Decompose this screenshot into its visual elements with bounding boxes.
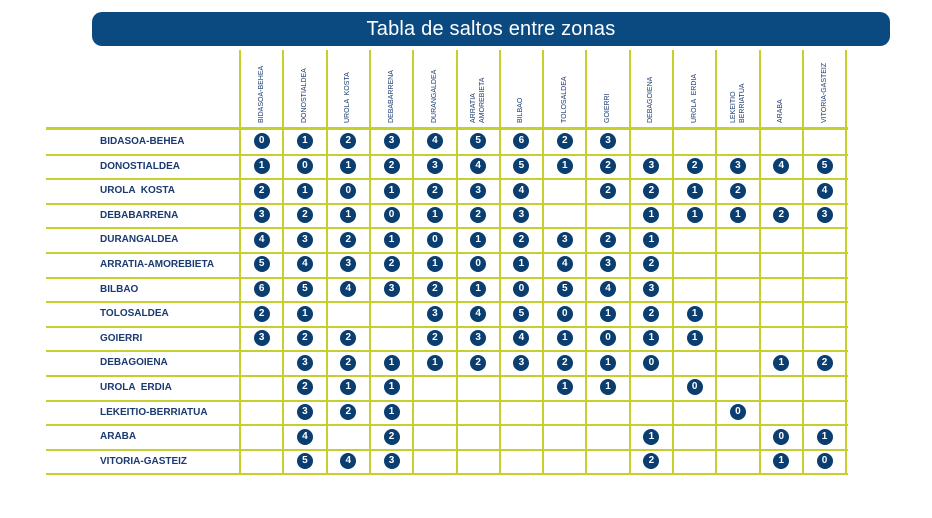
jump-count-badge: 3 <box>297 355 313 371</box>
column-divider <box>542 50 544 474</box>
jump-count-badge: 2 <box>643 306 659 322</box>
jump-count-badge: 3 <box>600 256 616 272</box>
column-divider <box>369 50 371 474</box>
jump-count-badge: 0 <box>384 207 400 223</box>
column-header: VITORIA-GASTEIZ <box>820 62 828 123</box>
jump-count-badge: 1 <box>427 207 443 223</box>
row-label: BILBAO <box>100 283 139 295</box>
jump-count-badge: 5 <box>513 306 529 322</box>
jump-count-badge: 3 <box>384 281 400 297</box>
row-label: LEKEITIO-BERRIATUA <box>100 406 208 418</box>
jump-count-badge: 1 <box>254 158 270 174</box>
table-title: Tabla de saltos entre zonas <box>366 17 616 40</box>
jump-count-badge: 1 <box>687 330 703 346</box>
column-header: ARRATIA AMOREBIETA <box>470 77 487 123</box>
column-divider <box>282 50 284 474</box>
jump-count-badge: 3 <box>470 330 486 346</box>
jump-count-badge: 5 <box>297 453 313 469</box>
jump-count-badge: 2 <box>687 158 703 174</box>
jump-count-badge: 3 <box>730 158 746 174</box>
row-label: BIDASOA-BEHEA <box>100 136 185 147</box>
jump-count-badge: 4 <box>254 232 270 248</box>
jump-count-badge: 1 <box>600 306 616 322</box>
column-header: DEBABARRENA <box>387 70 395 123</box>
column-header: DEBAGOIENA <box>647 76 655 123</box>
jump-count-badge: 2 <box>340 404 356 420</box>
jump-count-badge: 1 <box>297 133 313 149</box>
jump-count-badge: 4 <box>427 133 443 149</box>
row-label: DURANGALDEA <box>100 234 179 246</box>
jump-count-badge: 1 <box>297 306 313 322</box>
jump-count-badge: 5 <box>557 281 573 297</box>
jump-count-badge: 3 <box>297 232 313 248</box>
column-header: LEKEITIO BERRIATUA <box>729 83 746 123</box>
column-divider <box>326 50 328 474</box>
jump-count-badge: 1 <box>513 256 529 272</box>
jump-count-badge: 2 <box>600 183 616 199</box>
jump-count-badge: 3 <box>513 207 529 223</box>
column-divider <box>499 50 501 474</box>
jump-count-badge: 3 <box>254 207 270 223</box>
row-label: DEBAGOIENA <box>100 357 168 369</box>
jump-count-badge: 2 <box>773 207 789 223</box>
column-header: ARABA <box>777 99 785 123</box>
jump-count-badge: 0 <box>470 256 486 272</box>
jump-count-badge: 2 <box>643 183 659 199</box>
row-label: DONOSTIALDEA <box>100 160 180 172</box>
jump-count-badge: 1 <box>643 330 659 346</box>
row-label: UROLA KOSTA <box>100 185 175 197</box>
column-header: DURANGALDEA <box>430 69 438 123</box>
column-header: BIDASOA-BEHEA <box>257 65 265 123</box>
jump-count-badge: 1 <box>384 183 400 199</box>
jump-count-badge: 5 <box>297 281 313 297</box>
jump-count-badge: 0 <box>254 133 270 149</box>
jump-count-badge: 1 <box>557 379 573 395</box>
jump-count-badge: 3 <box>600 133 616 149</box>
jump-count-badge: 3 <box>643 281 659 297</box>
jump-count-badge: 1 <box>600 379 616 395</box>
column-divider <box>672 50 674 474</box>
jump-count-badge: 5 <box>470 133 486 149</box>
column-divider <box>412 50 414 474</box>
jump-count-badge: 1 <box>384 404 400 420</box>
jump-count-badge: 4 <box>297 256 313 272</box>
column-divider <box>759 50 761 474</box>
jump-count-badge: 1 <box>340 379 356 395</box>
jump-count-badge: 2 <box>340 330 356 346</box>
jump-count-badge: 2 <box>297 207 313 223</box>
jump-count-badge: 1 <box>384 379 400 395</box>
jump-count-badge: 3 <box>297 404 313 420</box>
jump-count-badge: 1 <box>817 429 833 445</box>
row-label: GOIERRI <box>100 332 143 344</box>
jump-count-badge: 1 <box>557 158 573 174</box>
jump-count-badge: 1 <box>340 158 356 174</box>
jump-count-badge: 1 <box>643 207 659 223</box>
jump-count-badge: 2 <box>427 183 443 199</box>
jump-count-badge: 1 <box>687 306 703 322</box>
jump-count-badge: 0 <box>687 379 703 395</box>
jump-count-badge: 1 <box>470 281 486 297</box>
column-divider <box>239 50 241 474</box>
column-divider <box>456 50 458 474</box>
column-header: UROLA KOSTA <box>344 72 352 123</box>
jump-count-badge: 2 <box>384 256 400 272</box>
jump-count-badge: 2 <box>600 158 616 174</box>
jump-count-badge: 1 <box>470 232 486 248</box>
jump-count-badge: 2 <box>557 133 573 149</box>
jump-count-badge: 2 <box>643 453 659 469</box>
jump-count-badge: 5 <box>254 256 270 272</box>
jump-count-badge: 1 <box>643 429 659 445</box>
row-label: ARABA <box>100 431 137 443</box>
jump-count-badge: 3 <box>384 133 400 149</box>
jump-count-badge: 6 <box>513 133 529 149</box>
column-header: DONOSTIALDEA <box>300 68 308 123</box>
jump-count-badge: 2 <box>817 355 833 371</box>
jump-count-badge: 2 <box>427 330 443 346</box>
row-label: TOLOSALDEA <box>100 308 169 320</box>
jump-count-badge: 1 <box>643 232 659 248</box>
jump-count-badge: 1 <box>384 232 400 248</box>
jump-count-badge: 4 <box>513 330 529 346</box>
jump-count-badge: 4 <box>513 183 529 199</box>
jump-count-badge: 0 <box>427 232 443 248</box>
jump-count-badge: 1 <box>687 183 703 199</box>
jump-count-badge: 0 <box>600 330 616 346</box>
jump-count-badge: 2 <box>297 379 313 395</box>
jump-count-badge: 5 <box>513 158 529 174</box>
jump-count-badge: 2 <box>384 429 400 445</box>
jump-count-badge: 3 <box>817 207 833 223</box>
jump-count-badge: 2 <box>643 256 659 272</box>
jump-count-badge: 2 <box>600 232 616 248</box>
jump-count-badge: 4 <box>600 281 616 297</box>
column-divider <box>585 50 587 474</box>
jump-count-badge: 2 <box>384 158 400 174</box>
jump-count-badge: 1 <box>687 207 703 223</box>
row-label: DEBABARRENA <box>100 209 179 221</box>
jump-count-badge: 0 <box>773 429 789 445</box>
jump-count-badge: 1 <box>427 355 443 371</box>
jump-count-badge: 2 <box>254 306 270 322</box>
jump-count-badge: 0 <box>297 158 313 174</box>
jump-count-badge: 1 <box>340 207 356 223</box>
jump-count-badge: 3 <box>470 183 486 199</box>
jump-count-badge: 3 <box>340 256 356 272</box>
row-label: ARRATIA-AMOREBIETA <box>100 259 215 270</box>
jump-count-badge: 3 <box>384 453 400 469</box>
column-header: UROLA ERDIA <box>690 73 698 123</box>
jump-count-badge: 3 <box>254 330 270 346</box>
column-divider <box>802 50 804 474</box>
jump-count-badge: 0 <box>817 453 833 469</box>
jump-count-badge: 0 <box>513 281 529 297</box>
jump-count-badge: 3 <box>513 355 529 371</box>
jump-count-badge: 6 <box>254 281 270 297</box>
jump-count-badge: 1 <box>297 183 313 199</box>
jump-count-badge: 2 <box>730 183 746 199</box>
jump-count-badge: 4 <box>817 183 833 199</box>
jump-count-badge: 0 <box>557 306 573 322</box>
column-header: TOLOSALDEA <box>560 76 568 123</box>
jump-count-badge: 1 <box>557 330 573 346</box>
jump-count-badge: 4 <box>773 158 789 174</box>
jump-count-badge: 1 <box>773 453 789 469</box>
column-divider <box>845 50 847 474</box>
jump-count-badge: 4 <box>340 453 356 469</box>
jump-count-badge: 1 <box>600 355 616 371</box>
row-label: VITORIA-GASTEIZ <box>100 455 188 467</box>
jump-count-badge: 2 <box>513 232 529 248</box>
jump-count-badge: 2 <box>297 330 313 346</box>
jump-count-badge: 1 <box>773 355 789 371</box>
jump-count-badge: 2 <box>340 133 356 149</box>
row-label: UROLA ERDIA <box>100 382 172 393</box>
jump-count-badge: 1 <box>427 256 443 272</box>
jump-count-badge: 3 <box>643 158 659 174</box>
jump-count-badge: 4 <box>297 429 313 445</box>
column-header: GOIERRI <box>604 93 612 123</box>
jump-count-badge: 0 <box>643 355 659 371</box>
jump-count-badge: 2 <box>340 355 356 371</box>
jump-count-badge: 3 <box>427 306 443 322</box>
jump-count-badge: 4 <box>340 281 356 297</box>
jump-count-badge: 2 <box>427 281 443 297</box>
jump-count-badge: 4 <box>470 158 486 174</box>
jump-count-badge: 4 <box>470 306 486 322</box>
jump-count-badge: 3 <box>557 232 573 248</box>
jump-count-badge: 3 <box>427 158 443 174</box>
column-divider <box>629 50 631 474</box>
jump-count-badge: 0 <box>730 404 746 420</box>
column-divider <box>715 50 717 474</box>
jump-count-badge: 2 <box>340 232 356 248</box>
jump-count-badge: 2 <box>470 207 486 223</box>
jump-count-badge: 0 <box>340 183 356 199</box>
jump-count-badge: 5 <box>817 158 833 174</box>
column-header: BILBAO <box>517 97 525 123</box>
jump-count-badge: 2 <box>557 355 573 371</box>
jump-count-badge: 2 <box>470 355 486 371</box>
jump-count-badge: 2 <box>254 183 270 199</box>
jump-count-badge: 4 <box>557 256 573 272</box>
jump-count-badge: 1 <box>384 355 400 371</box>
jump-count-badge: 1 <box>730 207 746 223</box>
